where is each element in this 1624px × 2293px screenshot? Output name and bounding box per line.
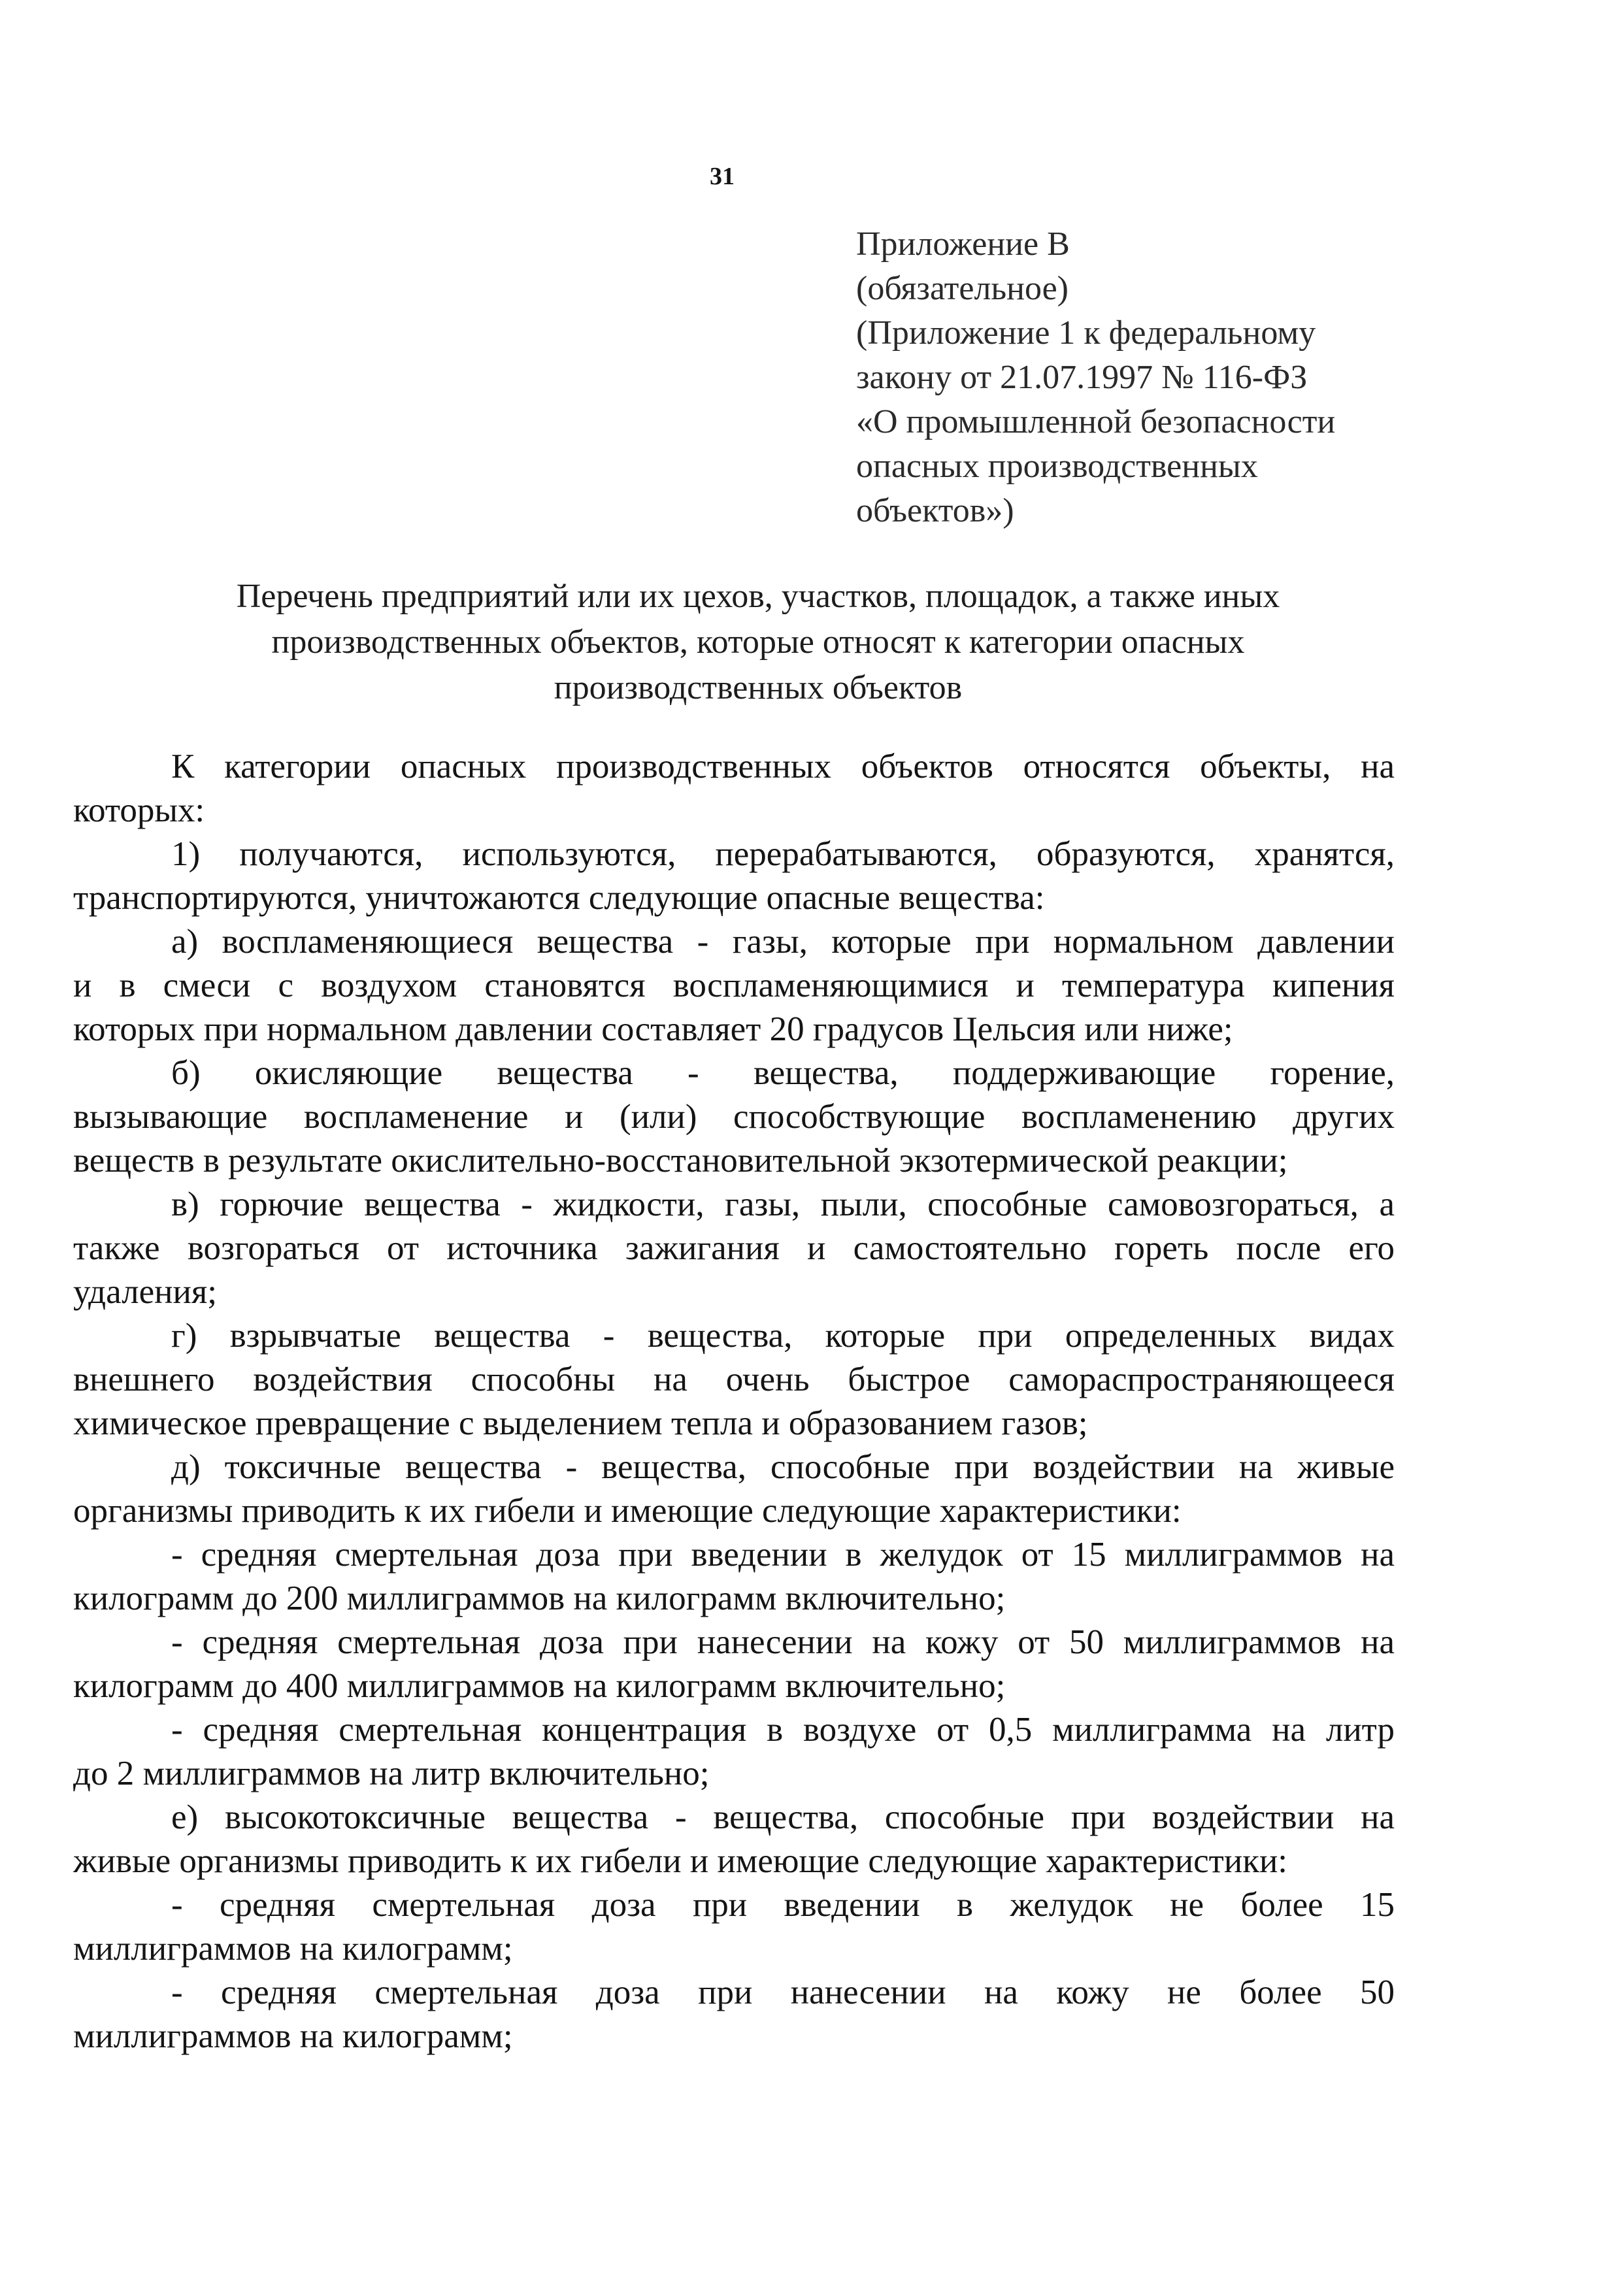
document-title: [118, 574, 1399, 711]
body-line: и в смеси с воздухом становятся воспламеняющимися и температура кипения: [73, 966, 1395, 1004]
body-line: до 2 миллиграммов на литр включительно;: [73, 1755, 710, 1792]
appendix-line: (обязательное): [856, 270, 1069, 307]
title-line: производственных объектов: [554, 669, 963, 706]
body-line: веществ в результате окислительно-восстановительной экзотермической реакции;: [73, 1142, 1288, 1179]
body-line: миллиграммов на килограмм;: [73, 2017, 513, 2055]
body-line: - средняя смертельная доза при введении в желудок не более 15: [171, 1886, 1395, 1924]
body-line: в) горючие вещества - жидкости, газы, пыли, способные самовозгораться, а: [171, 1185, 1395, 1223]
body-line: живые организмы приводить к их гибели и имеющие следующие характеристики:: [73, 1842, 1288, 1880]
body-line: - средняя смертельная доза при нанесении на кожу от 50 миллиграммов на: [171, 1623, 1395, 1661]
page-number: 31: [710, 163, 735, 190]
body-line: г) взрывчатые вещества - вещества, которые при определенных видах: [171, 1317, 1395, 1355]
title-line: производственных объектов, которые относят к категории опасных: [271, 623, 1245, 661]
body-line: которых:: [73, 791, 205, 829]
body-line: которых при нормальном давлении составляет 20 градусов Цельсия или ниже;: [73, 1010, 1233, 1048]
body-line: е) высокотоксичные вещества - вещества, способные при воздействии на: [171, 1798, 1395, 1836]
document-body: [73, 745, 1395, 2058]
body-line: 1) получаются, используются, перерабатываются, образуются, хранятся,: [171, 835, 1395, 873]
body-line: вызывающие воспламенение и (или) способствующие воспламенению других: [73, 1098, 1395, 1136]
body-line: также возгораться от источника зажигания и самостоятельно гореть после его: [73, 1229, 1395, 1267]
body-line: химическое превращение с выделением тепла и образованием газов;: [73, 1404, 1088, 1442]
body-line: миллиграммов на килограмм;: [73, 1930, 513, 1968]
appendix-line: опасных производственных: [856, 448, 1258, 485]
body-line: организмы приводить к их гибели и имеющие следующие характеристики:: [73, 1492, 1182, 1530]
body-line: б) окисляющие вещества - вещества, поддерживающие горение,: [171, 1054, 1395, 1092]
body-line: д) токсичные вещества - вещества, способные при воздействии на живые: [171, 1448, 1395, 1486]
body-line: внешнего воздействия способны на очень быстрое самораспространяющееся: [73, 1361, 1395, 1398]
body-line: - средняя смертельная доза при нанесении на кожу не более 50: [171, 1973, 1395, 2011]
appendix-line: закону от 21.07.1997 № 116-ФЗ: [856, 359, 1308, 396]
appendix-line: объектов»): [856, 492, 1014, 529]
appendix-line: (Приложение 1 к федеральному: [856, 314, 1316, 352]
title-line: Перечень предприятий или их цехов, участков, площадок, а также иных: [236, 578, 1280, 615]
body-line: - средняя смертельная концентрация в воздухе от 0,5 миллиграмма на литр: [171, 1711, 1395, 1749]
body-line: килограмм до 400 миллиграммов на килограмм включительно;: [73, 1667, 1006, 1705]
body-line: - средняя смертельная доза при введении в желудок от 15 миллиграммов на: [171, 1536, 1395, 1574]
appendix-header: [856, 222, 1510, 533]
appendix-line: «О промышленной безопасности: [856, 403, 1336, 440]
appendix-line: Приложение В: [856, 225, 1070, 263]
body-line: удаления;: [73, 1273, 217, 1311]
body-line: транспортируются, уничтожаются следующие опасные вещества:: [73, 879, 1045, 917]
body-line: а) воспламеняющиеся вещества - газы, которые при нормальном давлении: [171, 923, 1395, 961]
body-line: К категории опасных производственных объектов относятся объекты, на: [171, 748, 1395, 785]
body-line: килограмм до 200 миллиграммов на килограмм включительно;: [73, 1579, 1006, 1617]
